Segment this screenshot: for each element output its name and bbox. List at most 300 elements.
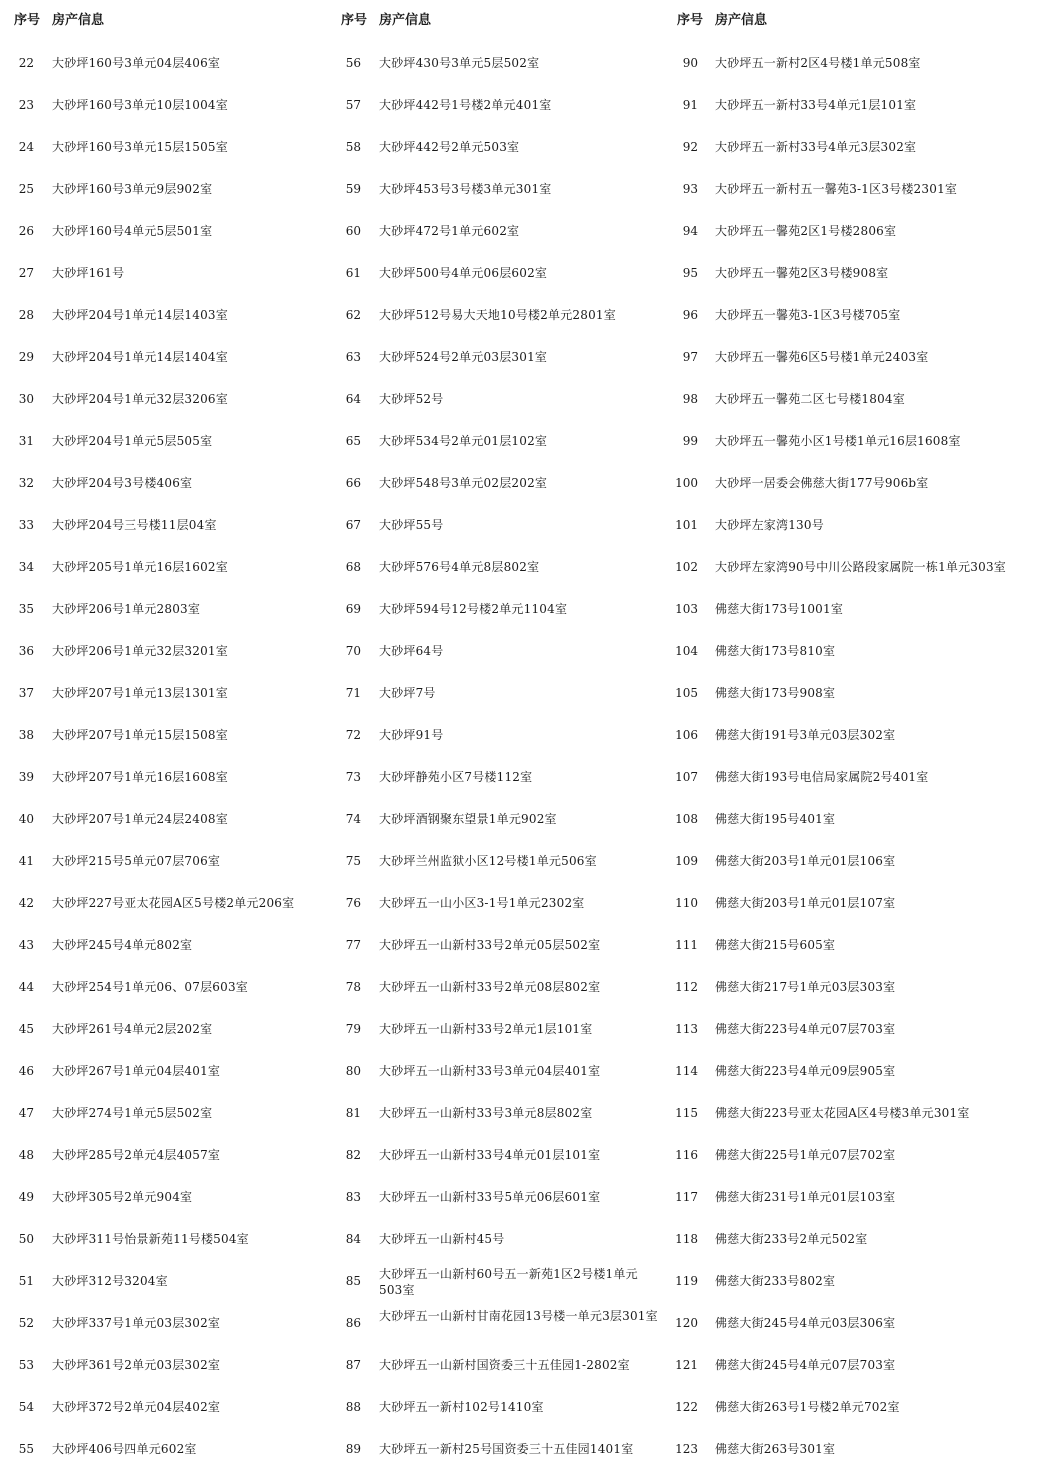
- property-info: 大砂坪206号1单元2803室: [52, 602, 201, 616]
- property-info: 大砂坪五一山新村60号五一新苑1区2号楼1单元503室: [379, 1267, 638, 1297]
- row-number: 42: [18, 896, 34, 910]
- table-row: [0, 336, 330, 378]
- row-number: 85: [345, 1274, 361, 1288]
- row-number: 110: [675, 896, 698, 910]
- property-info: 大砂坪64号: [379, 644, 444, 658]
- property-info: 大砂坪285号2单元4层4057室: [52, 1148, 221, 1162]
- property-info: 大砂坪442号1号楼2单元401室: [379, 98, 552, 112]
- row-number: 54: [18, 1400, 34, 1414]
- table-row: [0, 546, 330, 588]
- row-number: 63: [345, 350, 361, 364]
- property-info: 大砂坪五一山新村33号3单元8层802室: [379, 1106, 593, 1120]
- table-row: [337, 294, 672, 336]
- row-number: 53: [18, 1358, 34, 1372]
- property-info: 佛慈大街193号电信局家属院2号401室: [715, 770, 929, 784]
- table-row: [337, 42, 672, 84]
- property-info: 大砂坪7号: [379, 686, 436, 700]
- row-number: 51: [18, 1274, 34, 1288]
- property-info: 大砂坪兰州监狱小区12号楼1单元506室: [379, 854, 597, 868]
- table-row: [673, 504, 1044, 546]
- property-info: 大砂坪453号3号楼3单元301室: [379, 182, 552, 196]
- row-number: 123: [675, 1442, 698, 1456]
- row-number: 33: [18, 518, 34, 532]
- row-number: 106: [675, 728, 698, 742]
- property-info: 大砂坪52号: [379, 392, 444, 406]
- property-info: 大砂坪五一馨苑2区3号楼908室: [715, 266, 889, 280]
- row-number: 43: [18, 938, 34, 952]
- column-header-number: 序号: [340, 13, 367, 28]
- property-info: 大砂坪204号1单元14层1403室: [52, 308, 228, 322]
- row-number: 117: [675, 1190, 698, 1204]
- property-info: 大砂坪204号3号楼406室: [52, 476, 193, 490]
- row-number: 49: [18, 1190, 34, 1204]
- property-info: 大砂坪91号: [379, 728, 444, 742]
- table-row: [673, 630, 1044, 672]
- row-number: 57: [345, 98, 361, 112]
- row-number: 118: [675, 1232, 698, 1246]
- table-row: [337, 756, 672, 798]
- property-info: 佛慈大街173号810室: [715, 644, 836, 658]
- table-row: [337, 210, 672, 252]
- table-row: [0, 1008, 330, 1050]
- row-number: 79: [345, 1022, 361, 1036]
- property-info: 大砂坪576号4单元8层802室: [379, 560, 540, 574]
- table-row: [337, 84, 672, 126]
- property-info: 佛慈大街173号908室: [715, 686, 836, 700]
- property-info: 大砂坪五一馨苑6区5号楼1单元2403室: [715, 350, 929, 364]
- property-info: 大砂坪512号易大天地10号楼2单元2801室: [379, 308, 616, 322]
- row-number: 116: [675, 1148, 698, 1162]
- table-row: [337, 1050, 672, 1092]
- property-info: 大砂坪207号1单元24层2408室: [52, 812, 228, 826]
- table-row: [673, 840, 1044, 882]
- property-info: 大砂坪442号2单元503室: [379, 140, 520, 154]
- table-row: [337, 420, 672, 462]
- property-info: 大砂坪五一新村五一馨苑3-1区3号楼2301室: [715, 182, 958, 196]
- row-number: 56: [345, 56, 361, 70]
- row-number: 90: [682, 56, 698, 70]
- property-info: 大砂坪274号1单元5层502室: [52, 1106, 213, 1120]
- property-info: 大砂坪227号亚太花园A区5号楼2单元206室: [52, 896, 295, 910]
- table-row: [0, 252, 330, 294]
- table-row: [673, 1302, 1044, 1344]
- row-number: 38: [18, 728, 34, 742]
- property-info: 大砂坪五一山新村33号3单元04层401室: [379, 1064, 601, 1078]
- table-row: [673, 378, 1044, 420]
- row-number: 60: [345, 224, 361, 238]
- row-number: 50: [18, 1232, 34, 1246]
- row-number: 121: [675, 1358, 698, 1372]
- column-header-property-info: 房产信息: [52, 13, 105, 28]
- row-number: 52: [18, 1316, 34, 1330]
- property-info: 大砂坪五一新村25号国资委三十五佳园1401室: [379, 1442, 634, 1456]
- property-info: 大砂坪430号3单元5层502室: [379, 56, 540, 70]
- row-number: 74: [345, 812, 361, 826]
- table-row: [337, 252, 672, 294]
- table-row: [337, 840, 672, 882]
- property-info: 佛慈大街223号4单元09层905室: [715, 1064, 896, 1078]
- row-number: 100: [675, 476, 698, 490]
- table-row: [0, 924, 330, 966]
- property-info: 佛慈大街263号1号楼2单元702室: [715, 1400, 900, 1414]
- table-row: [0, 294, 330, 336]
- row-number: 98: [682, 392, 698, 406]
- property-info: 大砂坪372号2单元04层402室: [52, 1400, 221, 1414]
- property-info: 佛慈大街245号4单元07层703室: [715, 1358, 896, 1372]
- table-row: [673, 1176, 1044, 1218]
- table-row: [673, 1428, 1044, 1470]
- property-info: 大砂坪207号1单元15层1508室: [52, 728, 228, 742]
- property-info: 大砂坪五一山新村33号5单元06层601室: [379, 1190, 601, 1204]
- table-row: [673, 1344, 1044, 1386]
- table-row: [337, 924, 672, 966]
- table-row: [0, 1218, 330, 1260]
- row-number: 32: [18, 476, 34, 490]
- property-info: 大砂坪静苑小区7号楼112室: [379, 770, 533, 784]
- property-info: 大砂坪五一新村33号4单元1层101室: [715, 98, 917, 112]
- table-row: [337, 1386, 672, 1428]
- row-number: 95: [682, 266, 698, 280]
- property-info: 大砂坪311号怡景新苑11号楼504室: [52, 1232, 249, 1246]
- row-number: 76: [345, 896, 361, 910]
- row-number: 34: [18, 560, 34, 574]
- table-row: [337, 672, 672, 714]
- property-info: 大砂坪160号4单元5层501室: [52, 224, 213, 238]
- row-number: 86: [345, 1316, 361, 1330]
- property-info: 大砂坪五一新村2区4号楼1单元508室: [715, 56, 921, 70]
- column-header-property-info: 房产信息: [379, 13, 432, 28]
- property-info: 大砂坪406号四单元602室: [52, 1442, 197, 1456]
- table-row: [0, 420, 330, 462]
- property-info: 大砂坪245号4单元802室: [52, 938, 193, 952]
- property-info: 大砂坪206号1单元32层3201室: [52, 644, 228, 658]
- property-info: 大砂坪337号1单元03层302室: [52, 1316, 221, 1330]
- table-row: [0, 798, 330, 840]
- row-number: 71: [345, 686, 361, 700]
- table-row: [337, 378, 672, 420]
- row-number: 59: [345, 182, 361, 196]
- row-number: 99: [682, 434, 698, 448]
- row-number: 47: [18, 1106, 34, 1120]
- row-number: 109: [675, 854, 698, 868]
- row-number: 67: [345, 518, 361, 532]
- table-row: [673, 714, 1044, 756]
- row-number: 115: [675, 1106, 698, 1120]
- table-row: [673, 1008, 1044, 1050]
- table-row: [673, 882, 1044, 924]
- property-info: 大砂坪酒钢聚东望景1单元902室: [379, 812, 557, 826]
- property-info: 佛慈大街217号1单元03层303室: [715, 980, 896, 994]
- table-row: [0, 1260, 330, 1302]
- row-number: 119: [675, 1274, 698, 1288]
- table-row: [673, 252, 1044, 294]
- row-number: 92: [682, 140, 698, 154]
- table-row: [337, 336, 672, 378]
- row-number: 22: [18, 56, 34, 70]
- table-row: [337, 798, 672, 840]
- row-number: 23: [18, 98, 34, 112]
- table-row: [0, 168, 330, 210]
- row-number: 70: [345, 644, 361, 658]
- table-row: [673, 966, 1044, 1008]
- row-number: 82: [345, 1148, 361, 1162]
- table-row: [0, 1092, 330, 1134]
- property-info: 大砂坪205号1单元16层1602室: [52, 560, 228, 574]
- property-info: 大砂坪312号3204室: [52, 1274, 168, 1288]
- property-info: 大砂坪五一山新村甘南花园13号楼一单元3层301室: [379, 1309, 658, 1323]
- table-row: [673, 672, 1044, 714]
- row-number: 36: [18, 644, 34, 658]
- row-number: 31: [18, 434, 34, 448]
- row-number: 28: [18, 308, 34, 322]
- row-number: 107: [675, 770, 698, 784]
- row-number: 39: [18, 770, 34, 784]
- property-info: 大砂坪五一馨苑二区七号楼1804室: [715, 392, 905, 406]
- property-info: 佛慈大街203号1单元01层107室: [715, 896, 896, 910]
- table-row: [0, 1176, 330, 1218]
- table-row: [337, 168, 672, 210]
- property-info: 佛慈大街203号1单元01层106室: [715, 854, 896, 868]
- row-number: 87: [345, 1358, 361, 1372]
- property-info: 大砂坪207号1单元13层1301室: [52, 686, 228, 700]
- property-info: 大砂坪472号1单元602室: [379, 224, 520, 238]
- property-info: 佛慈大街231号1单元01层103室: [715, 1190, 896, 1204]
- row-number: 58: [345, 140, 361, 154]
- table-row: [337, 1260, 672, 1302]
- property-info: 佛慈大街223号亚太花园A区4号楼3单元301室: [715, 1106, 970, 1120]
- table-row: [673, 126, 1044, 168]
- table-row: [0, 1386, 330, 1428]
- row-number: 48: [18, 1148, 34, 1162]
- property-info: 佛慈大街195号401室: [715, 812, 836, 826]
- table-row: [0, 588, 330, 630]
- property-info: 大砂坪五一山新村33号2单元1层101室: [379, 1022, 593, 1036]
- property-info: 大砂坪524号2单元03层301室: [379, 350, 548, 364]
- property-info: 大砂坪215号5单元07层706室: [52, 854, 221, 868]
- row-number: 77: [345, 938, 361, 952]
- property-info: 大砂坪五一新村33号4单元3层302室: [715, 140, 917, 154]
- property-info: 大砂坪左家湾90号中川公路段家属院一栋1单元303室: [715, 560, 1007, 574]
- row-number: 72: [345, 728, 361, 742]
- row-number: 78: [345, 980, 361, 994]
- table-row: [0, 840, 330, 882]
- row-number: 91: [682, 98, 698, 112]
- row-number: 113: [675, 1022, 698, 1036]
- table-row: [337, 882, 672, 924]
- property-info: 大砂坪五一馨苑2区1号楼2806室: [715, 224, 897, 238]
- table-row: [337, 966, 672, 1008]
- table-row: [337, 1008, 672, 1050]
- table-row: [337, 1218, 672, 1260]
- property-info: 大砂坪161号: [52, 266, 125, 280]
- property-info: 大砂坪254号1单元06、07层603室: [52, 980, 248, 994]
- table-row: [0, 714, 330, 756]
- property-info: 佛慈大街215号605室: [715, 938, 836, 952]
- table-row: [673, 42, 1044, 84]
- table-row: [0, 1302, 330, 1344]
- row-number: 88: [345, 1400, 361, 1414]
- property-info: 大砂坪160号3单元10层1004室: [52, 98, 228, 112]
- table-row: [337, 714, 672, 756]
- table-row: [673, 1260, 1044, 1302]
- table-row: [337, 1302, 672, 1344]
- row-number: 66: [345, 476, 361, 490]
- property-info: 大砂坪五一山新村45号: [379, 1232, 505, 1246]
- property-info: 大砂坪五一山新村国资委三十五佳园1-2802室: [379, 1358, 630, 1372]
- table-row: [0, 630, 330, 672]
- column-header-number: 序号: [13, 13, 40, 28]
- table-row: [673, 84, 1044, 126]
- row-number: 93: [682, 182, 698, 196]
- row-number: 81: [345, 1106, 361, 1120]
- table-row: [337, 1176, 672, 1218]
- row-number: 84: [345, 1232, 361, 1246]
- property-info: 大砂坪207号1单元16层1608室: [52, 770, 228, 784]
- row-number: 35: [18, 602, 34, 616]
- table-row: [673, 294, 1044, 336]
- row-number: 104: [675, 644, 698, 658]
- table-row: [0, 462, 330, 504]
- table-row: [673, 1386, 1044, 1428]
- row-number: 24: [18, 140, 34, 154]
- row-number: 80: [345, 1064, 361, 1078]
- property-info: 佛慈大街191号3单元03层302室: [715, 728, 896, 742]
- row-number: 41: [18, 854, 34, 868]
- table-row: [673, 1218, 1044, 1260]
- row-number: 101: [675, 518, 698, 532]
- table-row: [337, 462, 672, 504]
- property-info: 大砂坪160号3单元9层902室: [52, 182, 213, 196]
- property-info: 佛慈大街263号301室: [715, 1442, 836, 1456]
- table-row: [0, 966, 330, 1008]
- property-info: 大砂坪305号2单元904室: [52, 1190, 193, 1204]
- table-row: [673, 1134, 1044, 1176]
- row-number: 45: [18, 1022, 34, 1036]
- row-number: 44: [18, 980, 34, 994]
- row-number: 108: [675, 812, 698, 826]
- row-number: 75: [345, 854, 361, 868]
- table-row: [0, 126, 330, 168]
- table-row: [0, 756, 330, 798]
- table-row: [673, 168, 1044, 210]
- property-info: 大砂坪534号2单元01层102室: [379, 434, 548, 448]
- property-info: 大砂坪五一新村102号1410室: [379, 1400, 544, 1414]
- property-info: 大砂坪204号1单元14层1404室: [52, 350, 228, 364]
- table-row: [673, 798, 1044, 840]
- property-info: 大砂坪204号三号楼11层04室: [52, 518, 217, 532]
- table-row: [0, 210, 330, 252]
- table-row: [337, 1092, 672, 1134]
- property-info: 佛慈大街223号4单元07层703室: [715, 1022, 896, 1036]
- row-number: 30: [18, 392, 34, 406]
- table-row: [0, 84, 330, 126]
- row-number: 94: [682, 224, 698, 238]
- property-info: 大砂坪五一馨苑小区1号楼1单元16层1608室: [715, 434, 961, 448]
- row-number: 96: [682, 308, 698, 322]
- property-info: 大砂坪左家湾130号: [715, 518, 824, 532]
- row-number: 64: [345, 392, 361, 406]
- table-row: [673, 1050, 1044, 1092]
- table-row: [337, 504, 672, 546]
- table-row: [673, 420, 1044, 462]
- property-info: 大砂坪160号3单元15层1505室: [52, 140, 228, 154]
- table-row: [337, 1344, 672, 1386]
- row-number: 69: [345, 602, 361, 616]
- row-number: 37: [18, 686, 34, 700]
- property-info: 大砂坪55号: [379, 518, 444, 532]
- property-info: 佛慈大街173号1001室: [715, 602, 844, 616]
- property-info: 大砂坪548号3单元02层202室: [379, 476, 548, 490]
- property-info: 大砂坪261号4单元2层202室: [52, 1022, 213, 1036]
- table-row: [337, 546, 672, 588]
- row-number: 55: [18, 1442, 34, 1456]
- column-header-property-info: 房产信息: [715, 13, 768, 28]
- table-row: [337, 1428, 672, 1470]
- table-row: [673, 336, 1044, 378]
- column-header-number: 序号: [676, 13, 703, 28]
- row-number: 111: [675, 938, 698, 952]
- property-info: 大砂坪500号4单元06层602室: [379, 266, 548, 280]
- table-row: [673, 462, 1044, 504]
- row-number: 62: [345, 308, 361, 322]
- property-info: 大砂坪267号1单元04层401室: [52, 1064, 221, 1078]
- table-row: [0, 42, 330, 84]
- row-number: 89: [345, 1442, 361, 1456]
- row-number: 83: [345, 1190, 361, 1204]
- property-info: 大砂坪594号12号楼2单元1104室: [379, 602, 568, 616]
- table-row: [0, 882, 330, 924]
- property-info: 大砂坪五一馨苑3-1区3号楼705室: [715, 308, 901, 322]
- row-number: 122: [675, 1400, 698, 1414]
- table-row: [0, 378, 330, 420]
- table-row: [673, 210, 1044, 252]
- row-number: 73: [345, 770, 361, 784]
- table-row: [673, 546, 1044, 588]
- table-row: [337, 126, 672, 168]
- row-number: 97: [682, 350, 698, 364]
- table-row: [673, 588, 1044, 630]
- property-info: 大砂坪五一山新村33号2单元05层502室: [379, 938, 601, 952]
- table-row: [0, 1428, 330, 1470]
- table-row: [0, 1344, 330, 1386]
- row-number: 61: [345, 266, 361, 280]
- property-info: 大砂坪204号1单元5层505室: [52, 434, 213, 448]
- table-row: [337, 1134, 672, 1176]
- table-row: [673, 756, 1044, 798]
- row-number: 68: [345, 560, 361, 574]
- row-number: 102: [675, 560, 698, 574]
- table-row: [673, 924, 1044, 966]
- row-number: 114: [675, 1064, 698, 1078]
- row-number: 103: [675, 602, 698, 616]
- row-number: 27: [18, 266, 34, 280]
- property-info: 大砂坪204号1单元32层3206室: [52, 392, 228, 406]
- property-info: 佛慈大街233号2单元502室: [715, 1232, 868, 1246]
- table-row: [0, 1134, 330, 1176]
- table-row: [0, 1050, 330, 1092]
- table-row: [337, 630, 672, 672]
- property-info: 大砂坪五一山小区3-1号1单元2302室: [379, 896, 585, 910]
- property-info: 大砂坪五一山新村33号4单元01层101室: [379, 1148, 601, 1162]
- property-info: 大砂坪160号3单元04层406室: [52, 56, 221, 70]
- row-number: 112: [675, 980, 698, 994]
- row-number: 29: [18, 350, 34, 364]
- table-row: [673, 1092, 1044, 1134]
- table-row: [0, 672, 330, 714]
- property-info: 佛慈大街233号802室: [715, 1274, 836, 1288]
- property-info: 大砂坪一居委会佛慈大街177号906b室: [715, 476, 929, 490]
- row-number: 25: [18, 182, 34, 196]
